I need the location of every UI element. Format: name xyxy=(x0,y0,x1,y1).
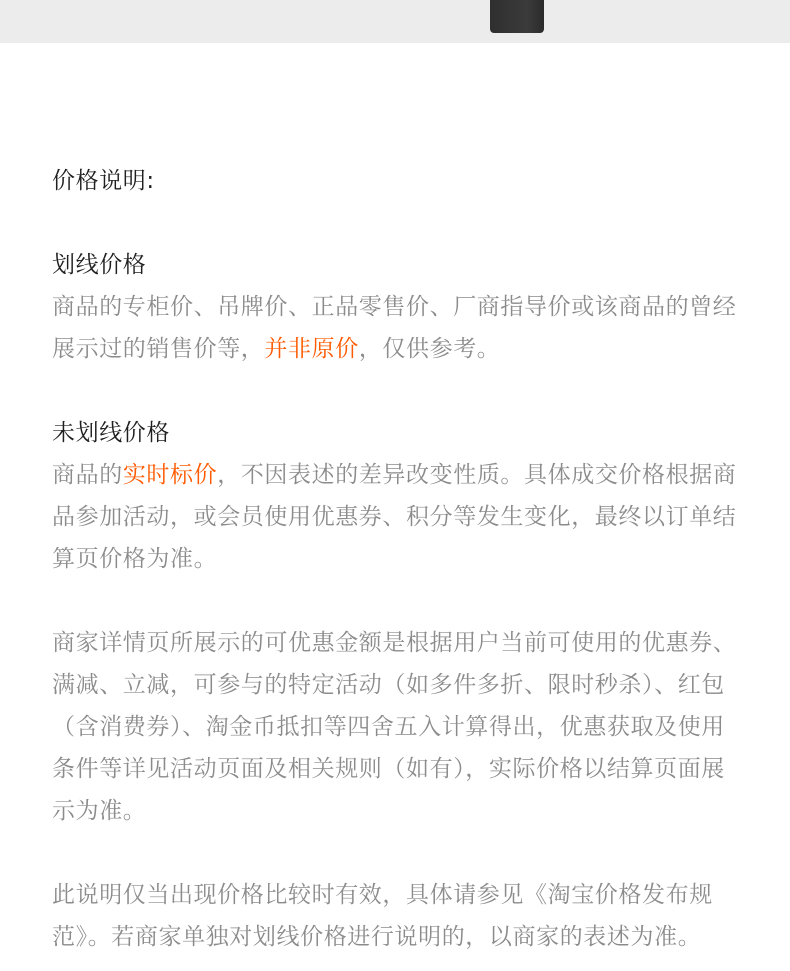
spacer xyxy=(52,370,742,412)
spacer xyxy=(52,202,742,244)
validity-paragraph: 此说明仅当出现价格比较时有效，具体请参见《淘宝价格发布规范》。若商家单独对划线价格进行说明的，以商家的表述为准。 xyxy=(52,882,713,950)
strike-price-text xyxy=(52,286,742,370)
strike-price-heading: 划线价格 xyxy=(52,252,147,278)
strike-highlight: 并非原价 xyxy=(264,336,359,362)
strike-text-after: ，仅供参考。 xyxy=(358,336,501,362)
product-image-object xyxy=(490,0,544,33)
nonstrike-text-before: 商品的 xyxy=(52,462,123,488)
strike-text-before: 商品的专柜价、吊牌价、正品零售价、厂商指导价或该商品的曾经展示过的销售价等， xyxy=(52,294,737,362)
nonstrike-text-after: ，不因表述的差异改变性质。具体成交价格根据商品参加活动，或会员使用优惠券、积分等发生变化，最终以订单结算页价格为准。 xyxy=(52,462,737,572)
discount-paragraph: 商家详情页所展示的可优惠金额是根据用户当前可使用的优惠券、满减、立减，可参与的特定活动（如多件多折、限时秒杀）、红包（含消费券）、淘金币抵扣等四舍五入计算得出，优惠获取及使用条件等详见活动页面及相关规则（如有），实际价格以结算页面展示为准。 xyxy=(52,630,737,824)
nonstrike-price-text xyxy=(52,454,742,580)
spacer xyxy=(52,832,742,874)
nonstrike-price-heading: 未划线价格 xyxy=(52,420,170,446)
price-notice xyxy=(52,160,742,958)
notice-title: 价格说明: xyxy=(52,168,155,194)
spacer xyxy=(52,580,742,622)
product-image-strip xyxy=(0,0,790,43)
nonstrike-highlight: 实时标价 xyxy=(122,462,218,488)
